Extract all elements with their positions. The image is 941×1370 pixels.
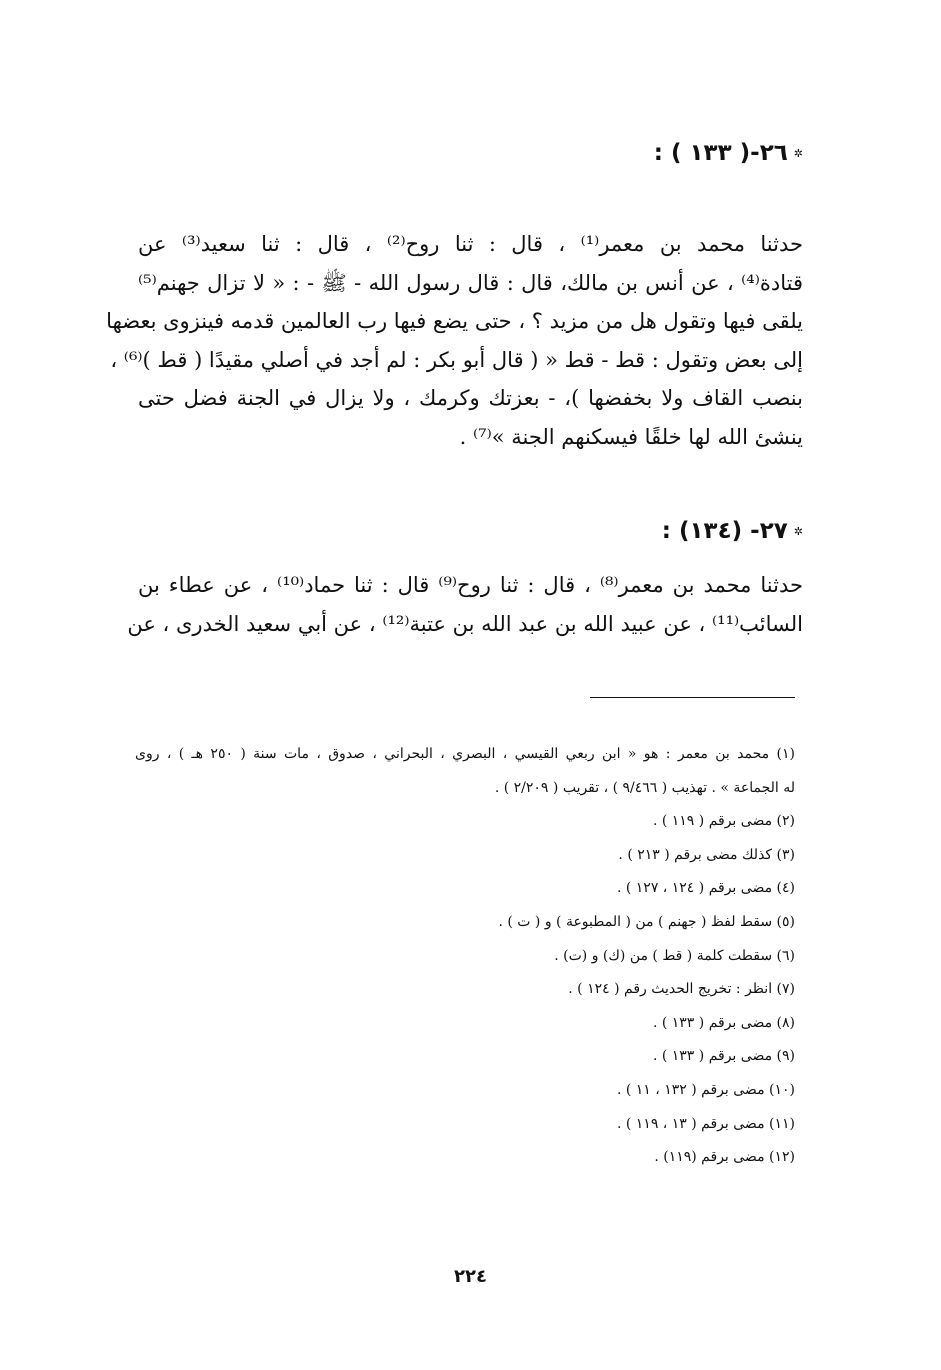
text-line: حدثنا محمد بن معمر⁽¹⁾ ، قال : ثنا روح⁽²⁾ ، قال : ثنا سعيد⁽³⁾ عن (138, 232, 803, 256)
hadith-27-text (127, 566, 803, 643)
text-line: بنصب القاف ولا بخفضها )، - بعزتك وكرمك ، ولا يزال في الجنة فضل حتى (138, 386, 803, 410)
footnotes (135, 738, 795, 1175)
footnote: (١) محمد بن معمر : هو « ابن ربعي القيسي ، البصري ، البحراني ، صدوق ، مات سنة ( ٢٥٠ هـ ) ، روى (135, 746, 796, 762)
star-icon: ✲ (793, 147, 803, 160)
text-line: إلى بعض وتقول : قط - قط « ( قال أبو بكر : لم أجد في أصلي مقيدًا ( قط )⁽⁶⁾ ، (110, 347, 803, 372)
page-number: ٢٢٤ (454, 1266, 487, 1287)
footnote: (٩) مضى برقم ( ١٣٣ ) . (652, 1048, 795, 1065)
footnote: (٦) سقطت كلمة ( قط ) من (ك) و (ت) . (554, 947, 795, 964)
text-line: يلقى فيها وتقول هل من مزيد ؟ ، حتى يضع فيها رب العالمين قدمه فينزوى بعضها (106, 309, 803, 333)
footnote: (٨) مضى برقم ( ١٣٣ ) . (652, 1014, 795, 1031)
text-line: قتادة⁽⁴⁾ ، عن أنس بن مالك، قال : قال رسول الله - ﷺ - : « لا تزال جهنم⁽⁵⁾ (138, 270, 803, 295)
footnote: (٧) انظر : تخريج الحديث رقم ( ١٢٤ ) . (568, 981, 795, 998)
text-line: حدثنا محمد بن معمر⁽⁸⁾ ، قال : ثنا روح⁽⁹⁾ قال : ثنا حماد⁽¹⁰⁾ ، عن عطاء بن (138, 573, 803, 597)
footnote: (٥) سقط لفظ ( جهنم ) من ( المطبوعة ) و ( ت ) . (498, 913, 795, 930)
footnote: (١٠) مضى برقم ( ١٣٢ ، ١١ ) . (616, 1081, 795, 1098)
star-icon: ✲ (793, 525, 803, 538)
hadith-26-text (106, 225, 803, 456)
hadith-26-heading: ✲٢٦-( ١٣٣ ) : (653, 140, 803, 166)
footnote: له الجماعة » . تهذيب ( ٩/٤٦٦ ) ، تقريب ( ٢/٢٠٩ ) . (494, 779, 795, 796)
text-line: السائب⁽¹¹⁾ ، عن عبيد الله بن عبد الله بن عتبة⁽¹²⁾ ، عن أبي سعيد الخدرى ، عن (127, 611, 803, 636)
text-line: ينشئ الله لها خلقًا فيسكنهم الجنة »⁽⁷⁾ . (459, 424, 803, 449)
footnote: (١٢) مضى برقم (١١٩) . (654, 1149, 795, 1166)
hadith-27-heading: ✲٢٧- (١٣٤) : (661, 518, 803, 544)
footnote: (٢) مضى برقم ( ١١٩ ) . (652, 813, 795, 830)
footnote: (١١) مضى برقم ( ١٣ ، ١١٩ ) . (616, 1115, 795, 1132)
footnote: (٤) مضى برقم ( ١٢٤ ، ١٢٧ ) . (616, 880, 795, 897)
footnote-divider (590, 697, 795, 698)
footnote: (٣) كذلك مضى برقم ( ٢١٣ ) . (618, 846, 795, 863)
